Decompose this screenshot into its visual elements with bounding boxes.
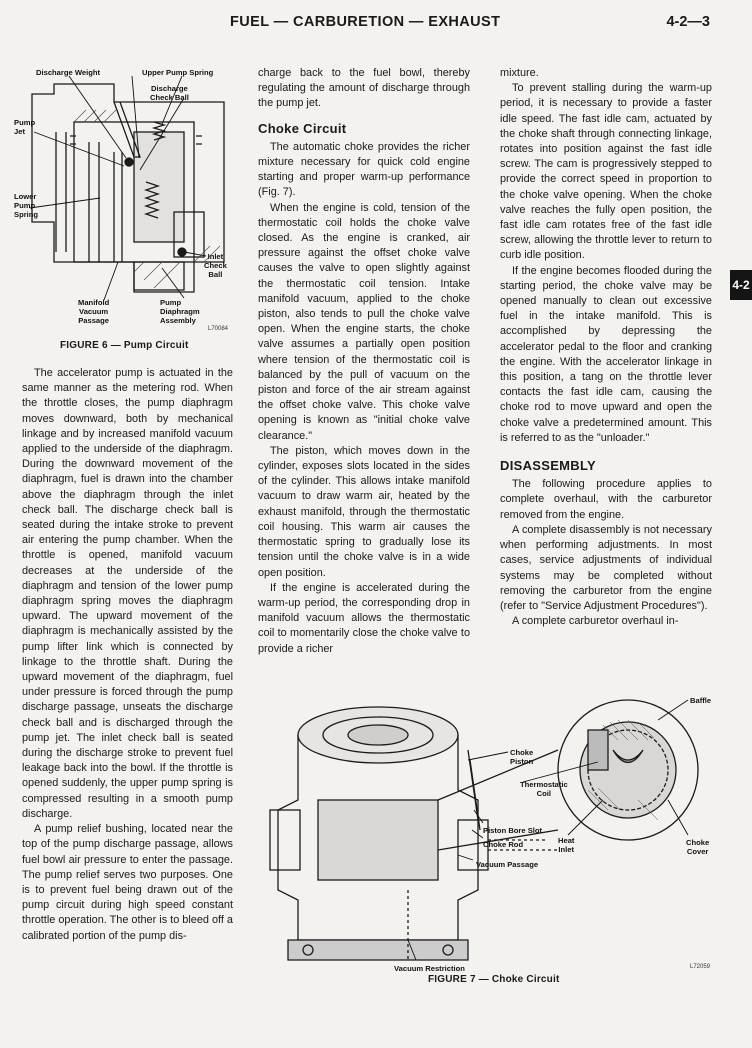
page-number: 4-2—3 bbox=[666, 14, 710, 30]
page-title: FUEL — CARBURETION — EXHAUST bbox=[230, 14, 501, 30]
figure-6-code: L70084 bbox=[208, 326, 229, 332]
label-pump-diaphragm-assembly: Pump Diaphragm Assembly bbox=[160, 298, 200, 325]
label-discharge-check-ball: Discharge Check Ball bbox=[150, 84, 189, 102]
label-heat-inlet: Heat Inlet bbox=[558, 836, 575, 854]
label-vacuum-passage: Vacuum Passage bbox=[476, 860, 539, 869]
col3-paragraph: A complete carburetor overhaul in- bbox=[512, 615, 679, 628]
column-2 bbox=[258, 66, 470, 657]
col3-paragraph: A complete disassembly is not necessary when performing adjustments. In most cases, service adjustments of individual systems may be completed without removing the carburetor from the engine (refer to "Service Adjustment Procedures"). bbox=[500, 523, 712, 612]
figure-6-pump-circuit bbox=[14, 62, 238, 352]
section-tab: 4-2 bbox=[730, 270, 752, 300]
col2-paragraph: If the engine is accelerated during the warm-up period, the corresponding drop in manifold vacuum allows the thermostatic coil to momentarily close the choke valve to provide a richer bbox=[258, 581, 470, 655]
label-choke-piston: Choke Piston bbox=[510, 748, 534, 766]
column-3 bbox=[500, 66, 712, 629]
label-thermostatic-coil: Thermostatic Coil bbox=[520, 780, 568, 798]
label-pump-jet: Pump Jet bbox=[14, 118, 36, 136]
label-inlet-check-ball: Inlet Check Ball bbox=[204, 252, 227, 279]
label-choke-cover: Choke Cover bbox=[686, 838, 710, 856]
col2-paragraph: The piston, which moves down in the cylinder, exposes slots located in the sides of the cylinder. This allows intake manifold vacuum to draw warm air, heated by the exhaust manifold, through the thermostatic coil housing. This warm air causes the thermostatic spring to gradually lose its tension until the choke valve is in a wide open position. bbox=[258, 444, 470, 579]
label-baffle: Baffle bbox=[690, 696, 712, 705]
figure-7-caption: FIGURE 7 — Choke Circuit bbox=[428, 974, 560, 985]
col3-intro: mixture. bbox=[500, 67, 539, 79]
col3-paragraph: To prevent stalling during the warm-up period, it is necessary to provide a faster idle speed. The fast idle cam, actuated by the choke shaft through connecting linkage, rotates into position against the fast idle screw. The cam is progressively stepped to provide the correct speed in proportion to the choke valve opening. When the choke valve reaches the fully open position, the fast idle cam rotates free of the fast idle screw, allowing the throttle lever to return to curb idle position. bbox=[500, 82, 712, 262]
label-manifold-vacuum-passage: Manifold Vacuum Passage bbox=[78, 298, 110, 325]
col3-paragraph: The following procedure applies to complete overhaul, with the carburetor removed from the engine. bbox=[500, 478, 712, 521]
col1-paragraph: A pump relief bushing, located near the top of the pump discharge passage, allows fuel bowl air pressure to enter the passage. The pump relief serves two purposes. One is to prevent fuel being drawn out of the pump circuit during high speed constant throttle operation. The other is to bleed off a calibrated portion of the pump dis- bbox=[22, 823, 233, 942]
figure-7-choke-circuit bbox=[258, 690, 728, 990]
heading-choke-circuit: Choke Circuit bbox=[258, 120, 347, 136]
label-choke-rod: Choke Rod bbox=[483, 840, 524, 849]
page-header bbox=[0, 14, 752, 38]
col2-paragraph: The automatic choke provides the richer mixture necessary for quick cold engine starting and proper warm-up performance (Fig. 7). bbox=[258, 140, 470, 199]
figure-6-caption: FIGURE 6 — Pump Circuit bbox=[60, 340, 189, 351]
heading-disassembly: DISASSEMBLY bbox=[500, 458, 597, 474]
label-upper-pump-spring: Upper Pump Spring bbox=[142, 68, 214, 77]
col2-paragraph: When the engine is cold, tension of the thermostatic coil holds the choke valve closed. As the engine is cranked, air pressure against the offset choke valve causes the valve to open slightly against the thermostatic coil tension. Intake manifold vacuum, applied to the choke piston, also tends to pull the choke valve open. When the engine starts, the choke valve assumes a partially open position where tension of the thermostatic coil is balanced by the pull of vacuum on the piston and force of the air stream against the offset choke valve. This choke valve opening is known as "initial choke valve clearance." bbox=[258, 201, 470, 442]
pump-circuit-diagram bbox=[14, 62, 238, 332]
col2-intro: charge back to the fuel bowl, thereby regulating the amount of discharge through the pump jet. bbox=[258, 67, 470, 110]
col1-paragraph: The accelerator pump is actuated in the same manner as the metering rod. When the throttle closes, the pump diaphragm moves downward, both by mechanical linkage and by increased manifold vacuum applied to the underside of the diaphragm. During the downward movement of the diaphragm, fuel is drawn into the chamber above the diaphragm through the inlet check ball. The discharge check ball is seated during the intake stroke to prevent air entering the pump chamber. When the throttle is opened, manifold vacuum decreases at the underside of the diaphragm and tension of the lower pump diaphragm spring moves the diaphragm upward. The upward movement of the diaphragm is mechanically assisted by the pump lifter link which is connected by linkage to the throttle shaft. During the upward movement of the diaphragm, fuel under pressure is forced through the pump discharge passage, unseats the discharge check ball and is discharged through the pump jet. The inlet check ball is seated during the discharge stroke to prevent fuel leakage back into the bowl. If the throttle is opened suddenly, the upper pump spring is compressed resulting in a smooth pump discharge. bbox=[22, 367, 233, 820]
figure-7-code: L72059 bbox=[690, 964, 711, 970]
label-vacuum-restriction: Vacuum Restriction bbox=[394, 964, 465, 973]
label-discharge-weight: Discharge Weight bbox=[36, 68, 100, 77]
col3-paragraph: If the engine becomes flooded during the starting period, the choke valve may be opened manually to clean out excessive fuel in the intake manifold. This is accomplished by depressing the accelerator pedal to the floor and cranking the engine. With the accelerator linkage in this position, a tang on the throttle lever contacts the fast idle cam, causing the choke rod to move upward and open the choke valve a predetermined amount. This is referred to as the "unloader." bbox=[500, 264, 712, 444]
label-piston-bore-slot: Piston Bore Slot bbox=[483, 826, 543, 835]
label-lower-pump-spring: Lower Pump Spring bbox=[14, 192, 39, 219]
column-1 bbox=[22, 366, 233, 944]
